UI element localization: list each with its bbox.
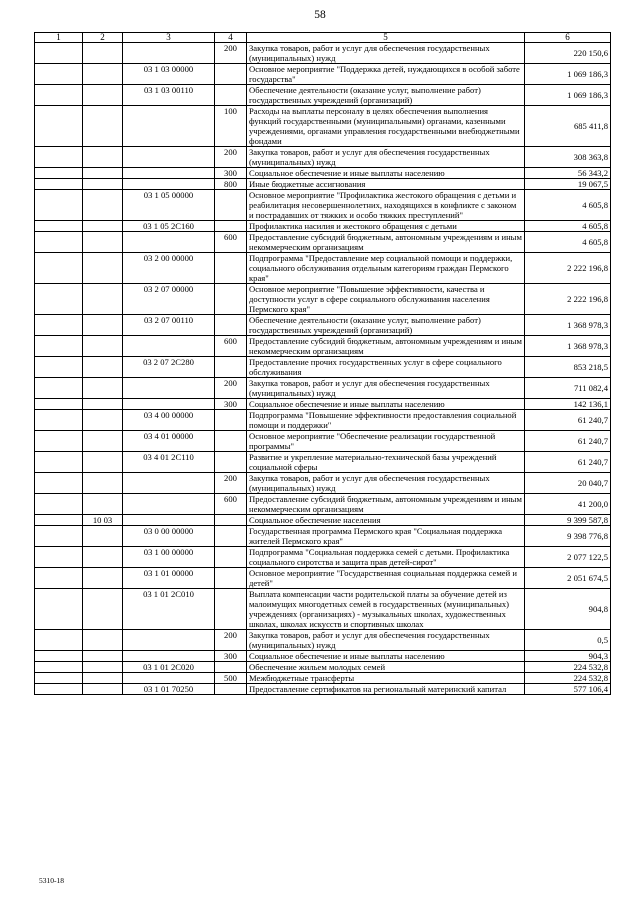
- cell-amount: 0,5: [525, 630, 611, 651]
- cell-target-article: 03 2 07 00110: [123, 315, 215, 336]
- cell-amount: 1 069 186,3: [525, 64, 611, 85]
- cell-section-code: [83, 662, 123, 673]
- cell-target-article: [123, 630, 215, 651]
- cell-expense-type: [215, 253, 247, 284]
- cell-target-article: [123, 336, 215, 357]
- cell-section-code: [83, 547, 123, 568]
- cell-amount: 685 411,8: [525, 106, 611, 147]
- cell-section-code: [83, 452, 123, 473]
- table-row: [35, 315, 611, 336]
- cell-col-1: [35, 336, 83, 357]
- cell-target-article: [123, 43, 215, 64]
- cell-description: Предоставление субсидий бюджетным, автономным учреждениям и иным некоммерческим организациям: [247, 232, 525, 253]
- cell-target-article: [123, 147, 215, 168]
- cell-amount: 19 067,5: [525, 179, 611, 190]
- table-row: [35, 651, 611, 662]
- cell-target-article: 03 1 01 2С010: [123, 589, 215, 630]
- header-col-3: 3: [123, 33, 215, 43]
- cell-amount: 2 051 674,5: [525, 568, 611, 589]
- header-col-6: 6: [525, 33, 611, 43]
- cell-section-code: [83, 399, 123, 410]
- cell-expense-type: [215, 190, 247, 221]
- cell-amount: 308 363,8: [525, 147, 611, 168]
- cell-target-article: [123, 378, 215, 399]
- cell-description: Подпрограмма "Повышение эффективности предоставления социальной помощи и поддержки": [247, 410, 525, 431]
- cell-amount: 4 605,8: [525, 190, 611, 221]
- cell-expense-type: 200: [215, 630, 247, 651]
- cell-col-1: [35, 106, 83, 147]
- table-row: [35, 473, 611, 494]
- cell-target-article: 03 2 07 2С280: [123, 357, 215, 378]
- cell-description: Социальное обеспечение и иные выплаты населению: [247, 399, 525, 410]
- table-row: [35, 357, 611, 378]
- cell-description: Расходы на выплаты персоналу в целях обеспечения выполнения функций государственными (муниципальными) органами, казенными учреждениями, органами управления государственными внебюджетными фондами: [247, 106, 525, 147]
- table-row: [35, 630, 611, 651]
- cell-description: Предоставление сертификатов на региональный материнский капитал: [247, 684, 525, 695]
- cell-description: Государственная программа Пермского края "Социальная поддержка жителей Пермского края": [247, 526, 525, 547]
- cell-col-1: [35, 43, 83, 64]
- table-row: [35, 232, 611, 253]
- cell-description: Выплата компенсации части родительской платы за обучение детей из малоимущих многодетных семей в государственных (муниципальных) учреждениях (организациях) - музыкальных школах, художественных школах, школах искусств и спортивных школах: [247, 589, 525, 630]
- table-row: [35, 547, 611, 568]
- cell-target-article: 03 4 01 00000: [123, 431, 215, 452]
- cell-section-code: [83, 284, 123, 315]
- cell-description: Подпрограмма "Социальная поддержка семей с детьми. Профилактика социального сиротства и защита прав детей-сирот": [247, 547, 525, 568]
- cell-expense-type: 600: [215, 336, 247, 357]
- cell-col-1: [35, 651, 83, 662]
- cell-expense-type: [215, 85, 247, 106]
- cell-col-1: [35, 168, 83, 179]
- cell-col-1: [35, 221, 83, 232]
- cell-section-code: [83, 147, 123, 168]
- cell-section-code: [83, 168, 123, 179]
- cell-expense-type: 300: [215, 168, 247, 179]
- cell-description: Закупка товаров, работ и услуг для обеспечения государственных (муниципальных) нужд: [247, 43, 525, 64]
- cell-section-code: [83, 568, 123, 589]
- cell-expense-type: [215, 315, 247, 336]
- cell-amount: 2 222 196,8: [525, 253, 611, 284]
- cell-section-code: [83, 64, 123, 85]
- cell-expense-type: [215, 662, 247, 673]
- cell-target-article: [123, 399, 215, 410]
- cell-target-article: [123, 494, 215, 515]
- cell-section-code: [83, 85, 123, 106]
- cell-col-1: [35, 64, 83, 85]
- cell-expense-type: [215, 526, 247, 547]
- cell-section-code: [83, 473, 123, 494]
- cell-amount: 2 222 196,8: [525, 284, 611, 315]
- table-row: [35, 253, 611, 284]
- cell-expense-type: [215, 221, 247, 232]
- cell-col-1: [35, 662, 83, 673]
- table-row: [35, 221, 611, 232]
- cell-amount: 61 240,7: [525, 452, 611, 473]
- cell-expense-type: 300: [215, 399, 247, 410]
- cell-section-code: [83, 179, 123, 190]
- cell-description: Закупка товаров, работ и услуг для обеспечения государственных (муниципальных) нужд: [247, 473, 525, 494]
- cell-expense-type: 500: [215, 673, 247, 684]
- cell-col-1: [35, 378, 83, 399]
- cell-amount: 711 082,4: [525, 378, 611, 399]
- cell-amount: 9 399 587,8: [525, 515, 611, 526]
- table-row: [35, 106, 611, 147]
- table-header-row: [35, 33, 611, 43]
- table-row: [35, 662, 611, 673]
- table-row: [35, 43, 611, 64]
- table-row: [35, 684, 611, 695]
- cell-col-1: [35, 526, 83, 547]
- header-col-1: 1: [35, 33, 83, 43]
- cell-section-code: [83, 673, 123, 684]
- cell-expense-type: [215, 431, 247, 452]
- cell-amount: 142 136,1: [525, 399, 611, 410]
- cell-amount: 853 218,5: [525, 357, 611, 378]
- cell-col-1: [35, 684, 83, 695]
- cell-section-code: [83, 232, 123, 253]
- cell-expense-type: [215, 452, 247, 473]
- cell-section-code: [83, 221, 123, 232]
- cell-description: Основное мероприятие "Повышение эффективности, качества и доступности услуг в сфере социального обслуживания населения Пермского края": [247, 284, 525, 315]
- cell-target-article: [123, 673, 215, 684]
- cell-expense-type: 600: [215, 232, 247, 253]
- cell-amount: 1 368 978,3: [525, 315, 611, 336]
- cell-col-1: [35, 190, 83, 221]
- cell-expense-type: 600: [215, 494, 247, 515]
- cell-target-article: 03 4 00 00000: [123, 410, 215, 431]
- cell-target-article: 03 0 00 00000: [123, 526, 215, 547]
- cell-section-code: [83, 106, 123, 147]
- cell-target-article: 03 1 03 00110: [123, 85, 215, 106]
- table-row: [35, 168, 611, 179]
- cell-section-code: [83, 526, 123, 547]
- table-row: [35, 378, 611, 399]
- cell-description: Предоставление субсидий бюджетным, автономным учреждениям и иным некоммерческим организациям: [247, 336, 525, 357]
- cell-description: Социальное обеспечение и иные выплаты населению: [247, 168, 525, 179]
- table-row: [35, 147, 611, 168]
- cell-amount: 1 069 186,3: [525, 85, 611, 106]
- table-row: [35, 526, 611, 547]
- table-row: [35, 336, 611, 357]
- cell-section-code: [83, 336, 123, 357]
- cell-description: Межбюджетные трансферты: [247, 673, 525, 684]
- table-row: [35, 399, 611, 410]
- cell-description: Основное мероприятие "Поддержка детей, нуждающихся в особой заботе государства": [247, 64, 525, 85]
- cell-expense-type: [215, 64, 247, 85]
- cell-target-article: [123, 179, 215, 190]
- footer-code: 5310-18: [39, 876, 64, 885]
- cell-expense-type: 200: [215, 378, 247, 399]
- cell-description: Закупка товаров, работ и услуг для обеспечения государственных (муниципальных) нужд: [247, 378, 525, 399]
- cell-expense-type: [215, 357, 247, 378]
- cell-col-1: [35, 147, 83, 168]
- cell-amount: 2 077 122,5: [525, 547, 611, 568]
- cell-target-article: [123, 473, 215, 494]
- table-row: [35, 410, 611, 431]
- cell-amount: 904,8: [525, 589, 611, 630]
- cell-description: Социальное обеспечение и иные выплаты населению: [247, 651, 525, 662]
- cell-amount: 4 605,8: [525, 221, 611, 232]
- cell-expense-type: [215, 684, 247, 695]
- table-row: [35, 494, 611, 515]
- cell-section-code: [83, 190, 123, 221]
- cell-target-article: 03 1 01 70250: [123, 684, 215, 695]
- cell-description: Закупка товаров, работ и услуг для обеспечения государственных (муниципальных) нужд: [247, 147, 525, 168]
- cell-target-article: 03 1 05 00000: [123, 190, 215, 221]
- table-row: [35, 568, 611, 589]
- cell-amount: 56 343,2: [525, 168, 611, 179]
- cell-expense-type: 200: [215, 43, 247, 64]
- cell-section-code: [83, 43, 123, 64]
- cell-target-article: [123, 515, 215, 526]
- cell-section-code: [83, 357, 123, 378]
- cell-target-article: 03 1 01 00000: [123, 568, 215, 589]
- cell-col-1: [35, 410, 83, 431]
- cell-section-code: [83, 651, 123, 662]
- cell-description: Закупка товаров, работ и услуг для обеспечения государственных (муниципальных) нужд: [247, 630, 525, 651]
- cell-description: Профилактика насилия и жестокого обращения с детьми: [247, 221, 525, 232]
- cell-col-1: [35, 315, 83, 336]
- cell-amount: 4 605,8: [525, 232, 611, 253]
- cell-col-1: [35, 568, 83, 589]
- cell-target-article: 03 1 00 00000: [123, 547, 215, 568]
- cell-amount: 9 398 776,8: [525, 526, 611, 547]
- cell-expense-type: [215, 410, 247, 431]
- cell-section-code: [83, 630, 123, 651]
- cell-description: Социальное обеспечение населения: [247, 515, 525, 526]
- cell-col-1: [35, 284, 83, 315]
- cell-amount: 41 200,0: [525, 494, 611, 515]
- cell-col-1: [35, 547, 83, 568]
- table-row: [35, 190, 611, 221]
- cell-expense-type: 200: [215, 147, 247, 168]
- table-row: [35, 64, 611, 85]
- cell-expense-type: [215, 547, 247, 568]
- cell-col-1: [35, 452, 83, 473]
- cell-col-1: [35, 589, 83, 630]
- cell-target-article: 03 1 01 2С020: [123, 662, 215, 673]
- cell-section-code: [83, 431, 123, 452]
- cell-target-article: [123, 651, 215, 662]
- cell-section-code: [83, 315, 123, 336]
- cell-description: Основное мероприятие "Государственная социальная поддержка семей и детей": [247, 568, 525, 589]
- cell-description: Обеспечение деятельности (оказание услуг, выполнение работ) государственных учреждений (организаций): [247, 315, 525, 336]
- cell-target-article: 03 2 00 00000: [123, 253, 215, 284]
- cell-expense-type: [215, 515, 247, 526]
- table-row: [35, 284, 611, 315]
- cell-section-code: [83, 410, 123, 431]
- cell-amount: 61 240,7: [525, 431, 611, 452]
- cell-section-code: [83, 684, 123, 695]
- cell-target-article: 03 1 03 00000: [123, 64, 215, 85]
- cell-target-article: 03 1 05 2С160: [123, 221, 215, 232]
- cell-col-1: [35, 399, 83, 410]
- cell-description: Развитие и укрепление материально-технической базы учреждений социальной сферы: [247, 452, 525, 473]
- page-number: 58: [314, 9, 326, 21]
- cell-description: Обеспечение жильем молодых семей: [247, 662, 525, 673]
- header-col-4: 4: [215, 33, 247, 43]
- cell-expense-type: 200: [215, 473, 247, 494]
- cell-description: Предоставление субсидий бюджетным, автономным учреждениям и иным некоммерческим организациям: [247, 494, 525, 515]
- table-body: [35, 43, 611, 695]
- cell-col-1: [35, 232, 83, 253]
- cell-col-1: [35, 253, 83, 284]
- cell-section-code: [83, 378, 123, 399]
- cell-section-code: [83, 253, 123, 284]
- cell-col-1: [35, 357, 83, 378]
- cell-col-1: [35, 494, 83, 515]
- cell-description: Основное мероприятие "Обеспечение реализации государственной программы": [247, 431, 525, 452]
- budget-table: [34, 32, 611, 695]
- cell-amount: 1 368 978,3: [525, 336, 611, 357]
- cell-amount: 20 040,7: [525, 473, 611, 494]
- cell-target-article: [123, 232, 215, 253]
- cell-expense-type: [215, 589, 247, 630]
- cell-col-1: [35, 473, 83, 494]
- table-row: [35, 452, 611, 473]
- cell-col-1: [35, 431, 83, 452]
- cell-amount: 220 150,6: [525, 43, 611, 64]
- table-row: [35, 589, 611, 630]
- cell-section-code: 10 03: [83, 515, 123, 526]
- cell-col-1: [35, 673, 83, 684]
- cell-amount: 61 240,7: [525, 410, 611, 431]
- cell-amount: 224 532,8: [525, 673, 611, 684]
- cell-target-article: 03 2 07 00000: [123, 284, 215, 315]
- cell-expense-type: 300: [215, 651, 247, 662]
- cell-description: Основное мероприятие "Профилактика жестокого обращения с детьми и реабилитация несовершеннолетних, находящихся в конфликте с законом и пострадавших от тяжких и особо тяжких преступлений": [247, 190, 525, 221]
- table-row: [35, 179, 611, 190]
- cell-target-article: [123, 168, 215, 179]
- cell-expense-type: 800: [215, 179, 247, 190]
- cell-section-code: [83, 494, 123, 515]
- cell-col-1: [35, 515, 83, 526]
- table-row: [35, 515, 611, 526]
- cell-amount: 904,3: [525, 651, 611, 662]
- table-row: [35, 85, 611, 106]
- header-col-5: 5: [247, 33, 525, 43]
- cell-col-1: [35, 85, 83, 106]
- cell-col-1: [35, 179, 83, 190]
- cell-target-article: [123, 106, 215, 147]
- cell-col-1: [35, 630, 83, 651]
- header-col-2: 2: [83, 33, 123, 43]
- cell-expense-type: [215, 284, 247, 315]
- cell-section-code: [83, 589, 123, 630]
- cell-amount: 224 532,8: [525, 662, 611, 673]
- table-row: [35, 673, 611, 684]
- cell-expense-type: 100: [215, 106, 247, 147]
- cell-amount: 577 106,4: [525, 684, 611, 695]
- cell-description: Предоставление прочих государственных услуг в сфере социального обслуживания: [247, 357, 525, 378]
- cell-expense-type: [215, 568, 247, 589]
- cell-description: Обеспечение деятельности (оказание услуг, выполнение работ) государственных учреждений (организаций): [247, 85, 525, 106]
- cell-description: Подпрограмма "Предоставление мер социальной помощи и поддержки, социального обслуживания отдельным категориям граждан Пермского края": [247, 253, 525, 284]
- cell-description: Иные бюджетные ассигнования: [247, 179, 525, 190]
- cell-target-article: 03 4 01 2С110: [123, 452, 215, 473]
- table-row: [35, 431, 611, 452]
